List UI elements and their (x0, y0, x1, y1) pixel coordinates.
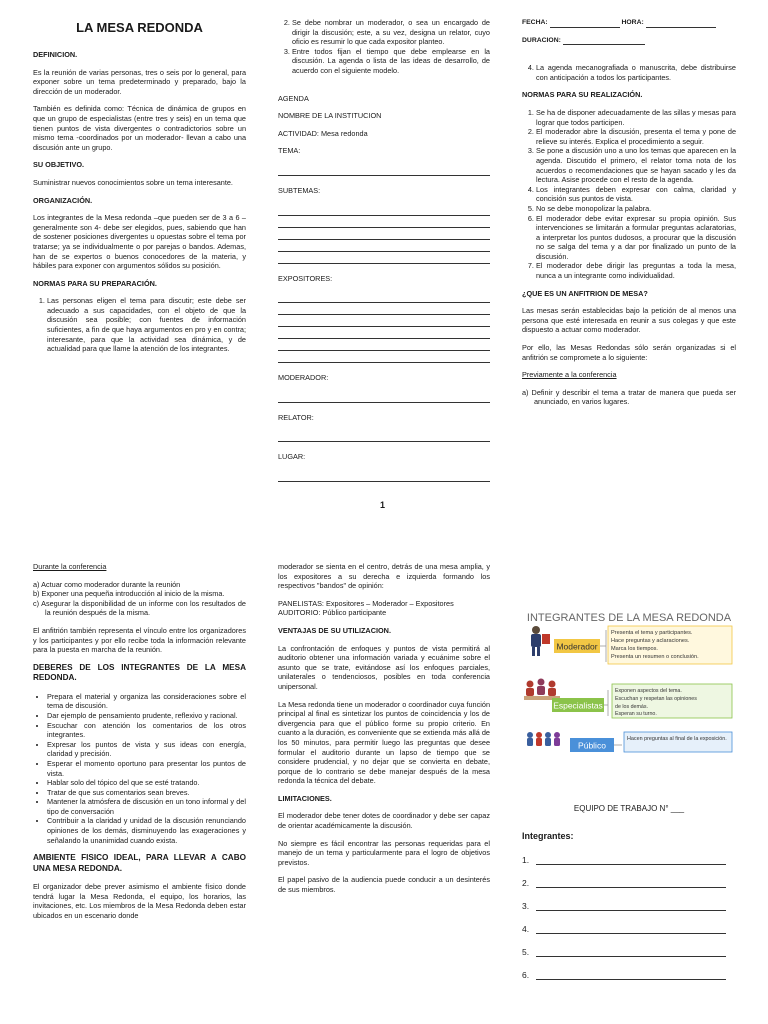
paragraph: Por ello, las Mesas Redondas sólo serán organizadas si el anfitrión se compromete a lo siguiente: (522, 343, 736, 362)
paragraph: Los integrantes de la Mesa redonda –que pueden ser de 3 a 6 –generalmente son 4- debe ser elegidos, pues, sabiendo que han de sostener posiciones divergentes u opuestas sobre el tema por tratarse; ya se individualmente o por parejas o bandos. Ademas, han de se expertos o buenos conocedores de la materia, y hábiles para exponer con argumentos sólidos su posición. (33, 213, 246, 271)
integrante-row (522, 878, 736, 888)
heading-durante: Durante la conferencia (33, 562, 107, 571)
moderador-point: Marca los tiempos. (611, 646, 658, 652)
especialistas-role-label: Especialistas (553, 700, 603, 711)
blank-line (278, 252, 490, 264)
list-item: • Contribuir a la claridad y unidad de la discusión renunciando opiniones de los demás, disminuyendo las exageraciones y señalando la unanimidad cuando exista. (47, 816, 246, 845)
paragraph: La confrontación de enfoques y puntos de vista permitirá al auditorio obtener una información variada y ecuánime sobre el asunto que se trate, evitándose así los enfoques parciales, unilaterales o tendenciosos, posibles en toda conferencia unipersonal. (278, 643, 490, 691)
blank-line (278, 470, 490, 482)
list-item: • Tratar de que sus comentarios sean breves. (47, 788, 246, 798)
numbered-list (522, 108, 736, 281)
numbered-list (278, 18, 490, 76)
fecha-hora-row (522, 18, 736, 28)
name-line (536, 970, 726, 980)
especialistas-point-continued: de los demás. (615, 704, 648, 710)
blank-line (278, 164, 490, 176)
list-item: • Escuchar con atención los comentarios de los otros integrantes. (47, 721, 246, 740)
list-item: 5. No se debe monopolizar la palabra. (536, 204, 736, 214)
heading-deberes: DEBERES DE LOS INTEGRANTES DE LA MESA REDONDA. (33, 662, 246, 683)
blank-line (278, 228, 490, 240)
especialistas-label-box (552, 698, 604, 712)
infographic (522, 604, 736, 760)
column-equipo (522, 760, 736, 993)
column-deberes (33, 562, 246, 929)
blank-line (278, 204, 490, 216)
bullet-list (33, 692, 246, 846)
integrante-row (522, 947, 736, 957)
list-item: 1. Se ha de disponer adecuadamente de las sillas y mesas para lograr que todos participen. (536, 108, 736, 127)
duracion-row (522, 36, 736, 46)
subtemas-label: SUBTEMAS: (278, 185, 321, 195)
list-item: 6. El moderador debe evitar expresar su propia opinión. Sus intervenciones se limitarán a formular preguntas aclaratorias, a interpretar los puntos dudosos, a procurar que la discusión no se salga del tema y a dar por finalizado un punto de la discusión. (536, 214, 736, 262)
heading-normas-preparacion: NORMAS PARA SU PREPARACIÓN. (33, 278, 157, 288)
infographic-graphic (522, 604, 736, 760)
paragraph: El moderador debe tener dotes de coordinador y debe ser capaz de orientar académicamente la discusión. (278, 811, 490, 831)
tema-label: TEMA: (278, 146, 301, 156)
moderador-point: Presenta el tema y participantes. (611, 630, 693, 636)
heading-previamente: Previamente a la conferencia (522, 370, 617, 380)
column-ventajas (278, 562, 490, 903)
especialistas-point: Esperan su turno. (615, 711, 657, 717)
paragraph: El papel pasivo de la audiencia puede conducir a un desinterés de sus miembros. (278, 875, 490, 895)
expositores-label: EXPOSITORES: (278, 273, 333, 283)
numbered-list (33, 296, 246, 354)
document-title: LA MESA REDONDA (76, 20, 203, 35)
paragraph: La Mesa redonda tiene un moderador o coordinador cuya función principal al final es sintetizar los puntos de coincidencia y los de divergencia para que el público forme su propio criterio. En cuanto a la duración, es conveniente que se extienda más allá de los 50 minutos, para permitir luego las preguntas que desee formular el auditorio durante un lapso de tiempo que se considere prudencial, y no dejar que se convierta en debate, porque de lo contrario se debe manejar después de la mesa redonda la técnica del debate. (278, 699, 490, 786)
list-item: 4. Los integrantes deben expresar con calma, claridad y concisión sus puntos de vista. (536, 185, 736, 204)
fecha-label: FECHA: (522, 19, 548, 26)
hora-label: HORA: (621, 19, 644, 26)
hora-line (646, 19, 716, 28)
fecha-line (550, 19, 620, 28)
audience-group-icon (527, 732, 560, 746)
blank-line (278, 339, 490, 351)
blank-line (278, 216, 490, 228)
paragraph: El anfitrión también representa el vínculo entre los organizadores y los participantes y por ello recibe toda la información relevante para la puesta en marcha de la reunión. (33, 625, 246, 655)
paragraph: Es la reunión de varias personas, tres o seis por lo general, para exponer sobre un tema predeterminado y preparado, bajo la dirección de un moderador. (33, 67, 246, 96)
column-agenda (278, 18, 490, 482)
list-item: a) Definir y describir el tema a tratar de manera que pueda ser anunciado, en varios lugares. (522, 387, 736, 407)
duracion-label: DURACION: (522, 36, 561, 44)
blank-line (278, 303, 490, 315)
integrante-row (522, 855, 736, 865)
list-item: • Prepara el material y organiza las consideraciones sobre el tema de discusión. (47, 692, 246, 711)
blank-line (278, 240, 490, 252)
heading-objetivo: SU OBJETIVO. (33, 160, 85, 170)
publico-role-label: Público (578, 740, 606, 751)
heading-anfitrion: ¿QUE ES UN ANFITRION DE MESA? (522, 288, 648, 298)
panelistas-line: PANELISTAS: Expositores – Moderador – Expositores (278, 598, 454, 608)
heading-organizacion: ORGANIZACIÓN. (33, 195, 93, 205)
moderator-figure-icon (531, 626, 550, 656)
relator-label: RELATOR: (278, 412, 314, 422)
name-line (536, 924, 726, 934)
auditorio-line: AUDITORIO: Público participante (278, 608, 387, 618)
blank-line (278, 315, 490, 327)
paragraph: El organizador debe prever asimismo el ambiente físico donde tendrá lugar la Mesa Redonda, el equipo, los horarios, las invitaciones, etc. Los miembros de la Mesa Redonda deben estar ubicados en un escenario donde (33, 882, 246, 921)
blank-line (278, 430, 490, 442)
row-number: 1. (522, 854, 530, 865)
moderador-point: Hace preguntas y aclaraciones. (611, 638, 690, 644)
column-normas (522, 18, 736, 415)
name-line (536, 901, 726, 911)
lettered-list (33, 580, 246, 618)
integrante-row (522, 901, 736, 911)
blank-line (278, 351, 490, 363)
institucion-label: NOMBRE DE LA INSTITUCION (278, 111, 382, 121)
list-item: 4. La agenda mecanografiada o manuscrita, debe distribuirse con anticipación a todos los participantes. (536, 63, 736, 82)
list-item: 7. El moderador debe dirigir las preguntas a toda la mesa, nunca a un integrante como individualidad. (536, 261, 736, 280)
name-line (536, 878, 726, 888)
list-item: 1. Las personas eligen el tema para discutir; este debe ser adecuado a sus capacidades, con el objeto de que la discusión sea posible; con fuentes de información suficientes, a fin de que haya argumentos en pro y en contra; interesante, para que la actividad sea dinámica, y de actualidad para que llame la atención de los integrantes. (47, 296, 246, 354)
row-number: 2. (522, 877, 530, 888)
moderador-point: Presenta un resumen o conclusión. (611, 654, 699, 660)
equipo-title: EQUIPO DE TRABAJO N° ___ (573, 804, 685, 813)
list-item: a) Actuar como moderador durante la reunión (33, 579, 181, 589)
heading-ventajas: VENTAJAS DE SU UTILIZACION. (278, 625, 391, 635)
moderador-role-label: Moderador (556, 641, 598, 652)
row-number: 4. (522, 923, 530, 934)
list-item: c) Asegurar la disponibilidad de un informe con los resultados de la reunión después de la misma. (33, 598, 246, 618)
paragraph: moderador se sienta en el centro, detrás de una mesa amplia, y los expositores a su derecha e izquierda formando los respectivos "bandos" de opinión: (278, 562, 490, 591)
blank-line (278, 327, 490, 339)
list-item: • Dar ejemplo de pensamiento prudente, reflexivo y racional. (47, 711, 246, 721)
publico-points-box (624, 732, 732, 752)
integrante-row (522, 970, 736, 980)
numbered-list (522, 63, 736, 82)
paragraph: También es definida como: Técnica de dinámica de grupos en que un grupo de especialistas (entre tres y seis) en un tema que tienen puntos de vista divergentes o contradictorios sobre un mismo tema -coordinados por un moderador- llevan a cabo una discusión ante un grupo. (33, 104, 246, 152)
heading-limitaciones: LIMITACIONES. (278, 793, 332, 803)
row-number: 6. (522, 969, 530, 980)
integrante-row (522, 924, 736, 934)
lettered-list (522, 388, 736, 407)
row-number: 3. (522, 900, 530, 911)
list-item: • Expresar los puntos de vista y sus ideas con energía, claridad y precisión. (47, 740, 246, 759)
lugar-label: LUGAR: (278, 452, 306, 462)
actividad-label: ACTIVIDAD: Mesa redonda (278, 128, 368, 138)
heading-ambiente: AMBIENTE FISICO IDEAL, PARA LLEVAR A CABO UNA MESA REDONDA. (33, 853, 246, 873)
duracion-line (563, 36, 645, 45)
heading-normas-realizacion: NORMAS PARA SU REALIZACIÓN. (522, 90, 643, 100)
row-number: 5. (522, 946, 530, 957)
paragraph: Suministrar nuevos conocimientos sobre un tema interesante. (33, 177, 233, 187)
name-line (536, 947, 726, 957)
publico-point: Hacen preguntas al final de la exposición. (627, 736, 727, 742)
especialistas-point: Escuchan y respetan las opiniones (615, 696, 697, 702)
infographic-title: INTEGRANTES DE LA MESA REDONDA (526, 612, 732, 624)
list-item: • Esperar el momento oportuno para presentar los puntos de vista. (47, 759, 246, 778)
svg-text:Hacen preguntas al final de la (627, 736, 727, 742)
list-item: b) Exponer una pequeña introducción al inicio de la misma. (33, 589, 225, 599)
integrantes-heading: Integrantes: (522, 830, 574, 841)
heading-definicion: DEFINICION. (33, 50, 78, 59)
list-item: 2. El moderador abre la discusión, presenta el tema y pone de relieve su interés. Explica el procedimiento a seguir. (536, 127, 736, 146)
publico-label-box (570, 738, 614, 752)
page-number: 1 (380, 500, 386, 510)
paragraph: No siempre es fácil encontrar las personas requeridas para el manejo de un tema y particularmente para el logro de objetivos previstos. (278, 838, 490, 867)
moderador-label: MODERADOR: (278, 373, 329, 383)
agenda-label: AGENDA (278, 93, 309, 103)
list-item: 2. Se debe nombrar un moderador, o sea un encargado de dirigir la discusión; este, a su vez, designa un relator, cuyo oficio es resumir lo que cada expositor planteo. (292, 18, 490, 47)
list-item: • Mantener la atmósfera de discusión en un tono informal y del tipo de conversación (47, 797, 246, 816)
especialistas-point: Exponen aspectos del tema. (615, 688, 682, 694)
list-item: 3. Entre todos fijan el tiempo que debe emplearse en la discusión. La agenda o lista de las ideas de desarrollo, de acuerdo con el siguiente modelo. (292, 47, 490, 76)
specialists-group-icon (524, 679, 560, 701)
column-definicion (33, 18, 246, 362)
blank-line (278, 391, 490, 403)
list-item: 3. Se pone a discusión uno a uno los temas que aparecen en la agenda. Discutido el primero, el relator toma nota de los acuerdos o recomendaciones que se hayan sacado y les da lectura. Asise procede con el resto de la agenda. (536, 146, 736, 184)
list-item: • Hablar solo del tópico del que se esté tratando. (47, 778, 246, 788)
moderador-label-box (554, 639, 600, 653)
blank-line (278, 291, 490, 303)
paragraph: Las mesas serán establecidas bajo la petición de al menos una persona que esté interesada en reunir a sus colegas y que este dispuesto a actuar como moderador. (522, 306, 736, 335)
name-line (536, 855, 726, 865)
